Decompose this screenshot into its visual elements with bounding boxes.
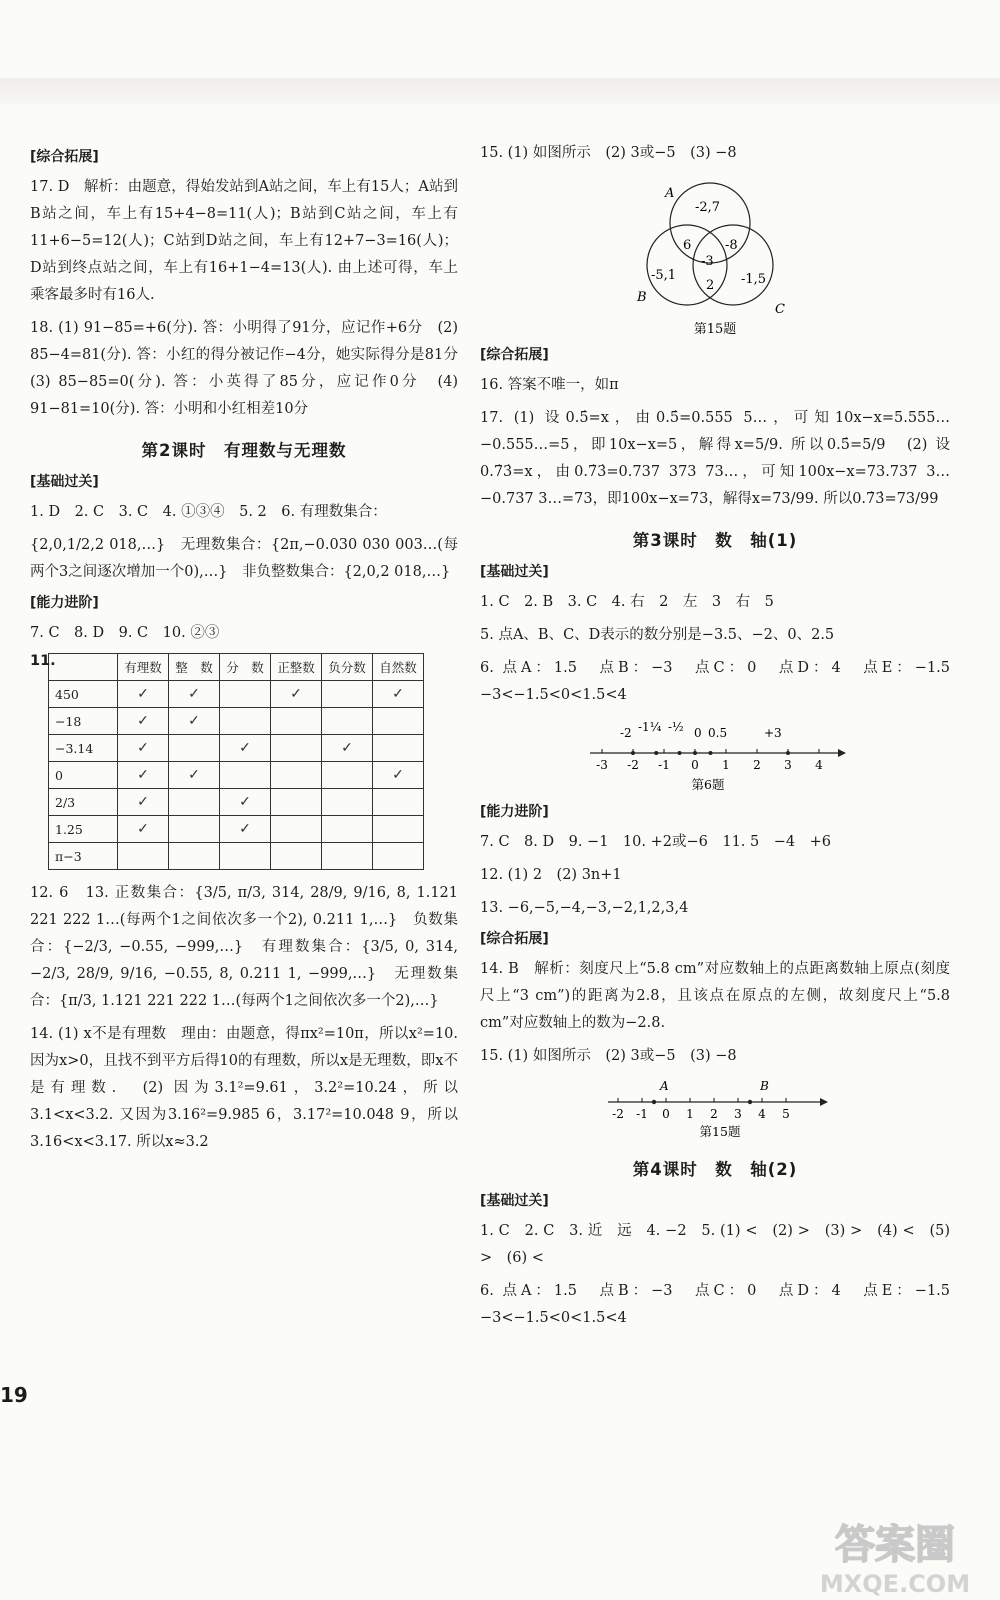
watermark-line1: 答案圈 <box>835 1522 955 1568</box>
table-row-label: 0 <box>49 762 118 789</box>
venn-region-abc: -3 <box>701 254 714 269</box>
axis-point <box>786 751 790 755</box>
question-11-label: 11. <box>30 653 56 669</box>
table-cell: ✓ <box>322 735 373 762</box>
table-header-cell <box>49 654 118 681</box>
table-cell <box>322 843 373 870</box>
table-cell <box>220 708 271 735</box>
venn-label-a: A <box>665 186 675 201</box>
axis-tick-label: 4 <box>815 758 823 772</box>
table-cell <box>220 762 271 789</box>
venn-circle-b <box>647 225 727 305</box>
scan-shadow-band <box>0 78 1000 104</box>
axis-tick-label: -2 <box>627 758 639 772</box>
axis-point <box>654 751 658 755</box>
axis-arrow <box>838 749 846 757</box>
table-cell <box>169 843 220 870</box>
answer-6-title: 6. 点A：1.5 点B：−3 点C：0 点D：4 点E：−1.5 −3<−1.5<0<1.5<4 <box>480 660 965 703</box>
answer-14: 14. B 解析：刻度尺上“5.8 cm”对应数轴上的点距离数轴上原点(刻度尺上“3 cm”)的距离为2.8，且该点在原点的左侧，故刻度尺上“5.8 cm”对应数轴上的数为−2.8. <box>480 961 950 1031</box>
answer-12: 12. (1) 2 (2) 3n+1 <box>480 867 622 883</box>
axis-tick-label: -1 <box>658 758 670 772</box>
table-header-cell: 分 数 <box>220 654 271 681</box>
answer-14: 14. (1) x不是有理数 理由：由题意，得πx²=10π，所以x²=10. 因为x>0，且找不到平方后得10的有理数，所以x是无理数，即x不是有理数. (2) 因为3.1²=9.61，3.2²=10.24，所以3.1<x<3.2. 又因为3.16²=9.985 6，3.17²=10.048 9，所以3.16<x<3.17. 所以x≈3.2 <box>30 1026 458 1150</box>
venn-circle-a <box>670 183 750 263</box>
table-cell: ✓ <box>220 816 271 843</box>
venn-region-a: -2,7 <box>695 200 721 215</box>
venn-label-c: C <box>775 302 785 317</box>
table-cell: ✓ <box>220 735 271 762</box>
answer-17: 17. (1) 设0.5̇=x，由0.5̇=0.555 5…，可知10x−x=5.555…−0.555…=5，即10x−x=5，解得x=5/9. 所以0.5̇=5/9 (2) 设0.7̇3̇=x，由0.7̇3̇=0.737 373 73…，可知100x−x=73.737 3…−0.737 3…=73，即100x−x=73，解得x=73/99. 所以0.7̇3̇=73/99 <box>480 410 950 507</box>
section-tag: [综合拓展] <box>480 931 549 947</box>
table-row-label: −3.14 <box>49 735 118 762</box>
watermark-line2: MXQE.COM <box>819 1570 971 1598</box>
axis-mark: -½ <box>668 720 684 734</box>
table-cell <box>169 816 220 843</box>
axis-tick-label: -1 <box>636 1107 648 1121</box>
answers-7-10: 7. C 8. D 9. C 10. ②③ <box>30 625 220 641</box>
answers-1-6: 1. D 2. C 3. C 4. ①③④ 5. 2 6. 有理数集合： <box>30 504 387 520</box>
axis-tick-label: 5 <box>782 1107 790 1121</box>
table-cell <box>220 843 271 870</box>
answer-15: 15. (1) 如图所示 (2) 3或−5 (3) −8 <box>480 1048 737 1064</box>
table-cell: ✓ <box>169 762 220 789</box>
table-header-cell: 有理数 <box>118 654 169 681</box>
answer-6-sets: {2,0,1/2,2 018,…} 无理数集合：{2π,−0.030 030 003…(每两个3之间逐次增加一个0),…} 非负整数集合：{2,0,2 018,…} <box>30 537 458 580</box>
page-number: 19 <box>0 1383 28 1407</box>
table-cell: ✓ <box>118 735 169 762</box>
table-cell <box>373 708 424 735</box>
axis-tick-label: 1 <box>686 1107 694 1121</box>
table-header-row <box>49 654 424 681</box>
axis-tick-label: 4 <box>758 1107 766 1121</box>
section-tag: [基础过关] <box>480 564 549 580</box>
venn-diagram <box>615 173 815 338</box>
table-row <box>49 816 424 843</box>
table-cell <box>373 816 424 843</box>
table-cell: ✓ <box>118 816 169 843</box>
table-row <box>49 681 424 708</box>
axis-point <box>678 751 682 755</box>
section-tag: [基础过关] <box>30 474 99 490</box>
table-cell: ✓ <box>118 681 169 708</box>
table-cell <box>322 762 373 789</box>
table-cell <box>118 843 169 870</box>
table-row <box>49 708 424 735</box>
axis-mark: -1¼ <box>638 720 662 734</box>
axis-tick-label: -3 <box>596 758 608 772</box>
section-tag: [能力进阶] <box>480 804 549 820</box>
answers-12-13: 12. 6 13. 正数集合：{3/5, π/3, 314, 28/9, 9/16, 8, 1.121 221 222 1…(每两个1之间依次多一个2), 0.211 1,…} 负数集合：{−2/3, −0.55, −999,…} 有理数集合：{3/5, 0, 314, −2/3, 28/9, 9/16, −0.55, 8, 0.211 1, −999,…} 无理数集合：{π/3, 1.121 221 222 1…(每两个1之间依次多一个2),…} <box>30 885 458 1009</box>
table-cell: ✓ <box>169 681 220 708</box>
venn-label-b: B <box>637 290 647 305</box>
answer-17: 17. D 解析：由题意，得始发站到A站之间，车上有15人；A站到B站之间，车上有15+4−8=11(人)；B站到C站之间，车上有11+6−5=12(人)；C站到D站之间，车上有12+7−3=16(人)；D站到终点站之间，车上有16+1−4=13(人). 由上述可得，车上乘客最多时有16人. <box>30 179 458 303</box>
table-header-cell: 自然数 <box>373 654 424 681</box>
axis-mark: -2 <box>620 726 632 740</box>
table-row-label: 2/3 <box>49 789 118 816</box>
table-cell <box>271 708 322 735</box>
section-tag: [综合拓展] <box>30 149 99 165</box>
table-cell: ✓ <box>220 789 271 816</box>
number-line-q6 <box>580 715 850 795</box>
venn-region-ab: 6 <box>683 238 692 253</box>
point-b-label: B <box>760 1079 769 1093</box>
table-cell <box>322 708 373 735</box>
table-row <box>49 762 424 789</box>
table-cell: ✓ <box>118 789 169 816</box>
axis-caption: 第15题 <box>699 1124 741 1139</box>
table-cell <box>271 843 322 870</box>
axis-tick-label: 2 <box>710 1107 718 1121</box>
lesson-2-title: 第2课时 有理数与无理数 <box>141 441 347 460</box>
table-row-label: π−3 <box>49 843 118 870</box>
table-row <box>49 735 424 762</box>
table-cell <box>169 735 220 762</box>
table-cell <box>373 735 424 762</box>
axis-caption: 第6题 <box>691 777 725 792</box>
table-cell <box>271 762 322 789</box>
axis-point <box>652 1100 656 1104</box>
table-row-label: 1.25 <box>49 816 118 843</box>
table-cell <box>322 789 373 816</box>
table-header-cell: 负分数 <box>322 654 373 681</box>
answer-15-title: 15. (1) 如图所示 (2) 3或−5 (3) −8 <box>480 145 737 161</box>
answer-6: 6. 点A：1.5 点B：−3 点C：0 点D：4 点E：−1.5 −3<−1.5<0<1.5<4 <box>480 1283 965 1326</box>
axis-tick-label: 0 <box>662 1107 670 1121</box>
left-column <box>30 140 473 1162</box>
axis-mark: +3 <box>764 726 782 740</box>
lesson-4-title: 第4课时 数 轴(2) <box>632 1160 798 1179</box>
section-tag: [能力进阶] <box>30 595 99 611</box>
table-row <box>49 843 424 870</box>
table-cell <box>373 843 424 870</box>
table-cell: ✓ <box>271 681 322 708</box>
venn-region-b: -5,1 <box>651 268 677 283</box>
table-header-cell: 正整数 <box>271 654 322 681</box>
axis-mark: 0.5 <box>708 726 728 740</box>
point-a-label: A <box>660 1079 669 1093</box>
axis-tick-label: 1 <box>722 758 730 772</box>
right-column <box>480 140 965 1338</box>
number-line-q15 <box>600 1076 830 1142</box>
venn-region-c: -1,5 <box>741 272 767 287</box>
number-classification-table <box>48 653 424 870</box>
axis-point <box>748 1100 752 1104</box>
table-header-cell: 整 数 <box>169 654 220 681</box>
table-cell <box>373 789 424 816</box>
table-cell <box>322 816 373 843</box>
table-row-label: 450 <box>49 681 118 708</box>
table-cell <box>169 789 220 816</box>
axis-tick-label: -2 <box>612 1107 624 1121</box>
watermark-logo <box>800 1510 990 1600</box>
table-cell <box>271 816 322 843</box>
answers-1-4: 1. C 2. B 3. C 4. 右 2 左 3 右 5 <box>480 594 774 610</box>
table-cell: ✓ <box>373 681 424 708</box>
axis-tick-label: 3 <box>734 1107 742 1121</box>
axis-tick-label: 3 <box>784 758 792 772</box>
table-cell: ✓ <box>169 708 220 735</box>
answers-1-5: 1. C 2. C 3. 近 远 4. −2 5. (1) < (2) > (3) > (4) < (5) > (6) < <box>480 1223 950 1266</box>
answer-16: 16. 答案不唯一，如π <box>480 377 619 393</box>
axis-tick-label: 0 <box>691 758 699 772</box>
venn-region-ac: -8 <box>725 238 738 253</box>
axis-point <box>693 751 697 755</box>
section-tag: [综合拓展] <box>480 347 549 363</box>
table-cell <box>220 681 271 708</box>
axis-point <box>709 751 713 755</box>
venn-region-bc: 2 <box>706 278 715 293</box>
table-cell <box>271 789 322 816</box>
answers-7-11: 7. C 8. D 9. −1 10. +2或−6 11. 5 −4 +6 <box>480 834 831 850</box>
venn-caption: 第15题 <box>693 322 737 337</box>
answer-5: 5. 点A、B、C、D表示的数分别是−3.5、−2、0、2.5 <box>480 627 835 643</box>
axis-mark: 0 <box>694 726 702 740</box>
answer-13: 13. −6,−5,−4,−3,−2,1,2,3,4 <box>480 900 689 916</box>
axis-tick-label: 2 <box>753 758 761 772</box>
table-cell <box>271 735 322 762</box>
lesson-3-title: 第3课时 数 轴(1) <box>632 531 798 550</box>
table-cell <box>322 681 373 708</box>
table-cell: ✓ <box>373 762 424 789</box>
axis-point <box>631 751 635 755</box>
answer-18: 18. (1) 91−85=+6(分). 答：小明得了91分，应记作+6分 (2) 85−4=81(分). 答：小红的得分被记作−4分，她实际得分是81分 (3) 85−85=0(分). 答：小英得了85分，应记作0分 (4) 91−81=10(分). 答：小明和小红相差10分 <box>30 320 473 417</box>
table-cell: ✓ <box>118 762 169 789</box>
table-cell: ✓ <box>118 708 169 735</box>
section-tag: [基础过关] <box>480 1193 549 1209</box>
table-row <box>49 789 424 816</box>
table-row-label: −18 <box>49 708 118 735</box>
axis-arrow <box>820 1098 828 1106</box>
